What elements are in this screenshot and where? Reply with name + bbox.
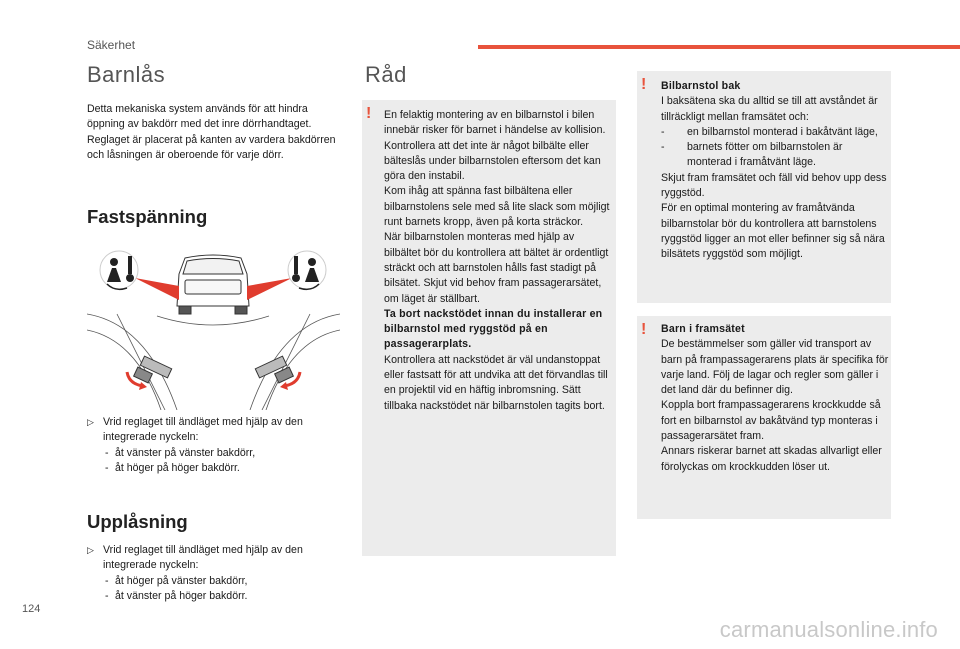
- step-item: åt höger på höger bakdörr.: [115, 461, 240, 474]
- page-number: 124: [22, 603, 41, 615]
- fastspanning-steps: ▷ Vrid reglaget till ändläget med hjälp av den integrerade nyckeln: - åt vänster på vänster bakdörr, - åt höger på höger bakdörr.: [87, 415, 342, 476]
- section-label: Säkerhet: [87, 38, 136, 52]
- list-item: en bilbarnstol monterad i bakåtvänt läge,: [687, 125, 878, 138]
- advice-paragraph: Kom ihåg att spänna fast bilbältena eller bilbarnstolens sele med så lite slack som möjligt runt barnets kropp, även på korta sträckor.: [384, 185, 610, 229]
- advice-paragraph: I baksätena ska du alltid se till att avståndet är tillräckligt mellan framsätet och:: [661, 95, 878, 123]
- list-item: barnets fötter om bilbarnstolen är monterad i framåtvänt läge.: [687, 141, 843, 169]
- advice-paragraph: För en optimal montering av framåtvända bilbarnstolar bör du kontrollera att barnstolens ryggstöd ligger an mot eller befinner sig så nära bilsätets ryggstöd som möjligt.: [661, 202, 885, 261]
- step-item: åt höger på vänster bakdörr,: [115, 574, 248, 587]
- car-rear-icon: [177, 255, 249, 314]
- bullet-triangle-icon: ▷: [87, 417, 94, 427]
- watermark: carmanualsonline.info: [719, 617, 938, 642]
- step-item: åt vänster på höger bakdörr.: [115, 589, 248, 602]
- advice-box-rear-seat: ! Bilbarnstol bak I baksätena ska du alltid se till att avståndet är tillräckligt mellan framsätet och: - en bilbarnstol monterad i bakåtvänt läge, - barnets fötter om bilbarnstolen är monterad i framåtvänt läge. Skjut fram framsätet och fäll vid behov upp dess ryggstöd. För en optimal montering av framåtvända bilbarnstolar bör du kontrollera att barnstolens ryggstöd ligger an mot eller befinner sig så nära bilsätets ryggstöd som möjligt.: [637, 71, 891, 303]
- right-latch-icon: [255, 356, 300, 390]
- box-title: Bilbarnstol bak: [661, 80, 741, 92]
- bullet-triangle-icon: ▷: [87, 545, 94, 555]
- right-red-wedge: [247, 278, 292, 300]
- advice-paragraph: Kontrollera att nackstödet är väl undanstoppat eller fastsatt för att undvika att det förvandlas till en projektil vid en häftig inbromsning. Sätt tillbaka nackstödet när bilbarnstolen tagits bort.: [384, 353, 608, 412]
- child-lock-right-icon: [288, 251, 326, 289]
- child-lock-illustration: [87, 244, 340, 410]
- section-rule: [478, 45, 960, 49]
- step-item: åt vänster på vänster bakdörr,: [115, 446, 256, 459]
- advice-paragraph: När bilbarnstolen monteras med hjälp av bilbältet bör du kontrollera att bältet är ordentligt sträckt och att barnstolen hålls fast stadigt på bilsätet. Skjut vid behov fram passagerarsätet, om läget är ställbart.: [384, 231, 609, 305]
- advice-paragraph-bold: Ta bort nackstödet innan du installerar en bilbarnstol med ryggstöd på en passagerarplats.: [384, 307, 603, 351]
- step-text: Vrid reglaget till ändläget med hjälp av den integrerade nyckeln:: [103, 416, 303, 444]
- barnlas-title: Barnlås: [87, 62, 166, 87]
- barnlas-section: [87, 62, 342, 163]
- child-lock-left-icon: [100, 251, 138, 289]
- warning-icon: !: [641, 321, 647, 338]
- fastspanning-title: Fastspänning: [87, 206, 208, 227]
- door-edges: [87, 314, 340, 410]
- upplasning-steps: ▷ Vrid reglaget till ändläget med hjälp av den integrerade nyckeln: - åt höger på vänster bakdörr, - åt vänster på höger bakdörr.: [87, 543, 342, 604]
- warning-icon: !: [366, 105, 372, 122]
- box-title: Barn i framsätet: [661, 323, 745, 335]
- advice-paragraph: Kontrollera att det inte är något bilbälte eller bälteslås under bilbarnstolen eftersom det kan göra den instabil.: [384, 139, 601, 183]
- warning-icon: !: [641, 76, 647, 93]
- intro-paragraph: Reglaget är placerat på kanten av vardera bakdörren och låsningen är oberoende för varje dörr.: [87, 133, 336, 161]
- left-latch-icon: [127, 356, 172, 390]
- advice-box-mounting: [362, 100, 616, 556]
- left-red-wedge: [135, 278, 179, 300]
- advice-paragraph: En felaktig montering av en bilbarnstol i bilen innebär risker för barnet i händelse av kollision.: [384, 109, 606, 137]
- advice-paragraph: Skjut fram framsätet och fäll vid behov upp dess ryggstöd.: [661, 171, 887, 200]
- intro-paragraph: Detta mekaniska system används för att hindra öppning av bakdörr med det inre dörrhandtaget.: [87, 103, 312, 131]
- upplasning-title: Upplåsning: [87, 511, 188, 532]
- advice-box-front-seat: [637, 316, 891, 519]
- barnlas-intro: [87, 102, 342, 163]
- advice-paragraph: De bestämmelser som gäller vid transport av barn på frampassagerarens plats är specifika för varje land. Följ de lagar och regler som gäller i det land där du befinner dig.: [661, 338, 889, 397]
- step-text: Vrid reglaget till ändläget med hjälp av den integrerade nyckeln:: [103, 544, 303, 572]
- rad-title: Råd: [365, 62, 407, 87]
- advice-paragraph: Koppla bort frampassagerarens krockkudde så fort en bilbarnstol av bakåtvänd typ monteras i passagerarsätet fram.: [661, 399, 881, 443]
- advice-paragraph: Annars riskerar barnet att skadas allvarligt eller förolyckas om krockkudden löser ut.: [661, 445, 882, 473]
